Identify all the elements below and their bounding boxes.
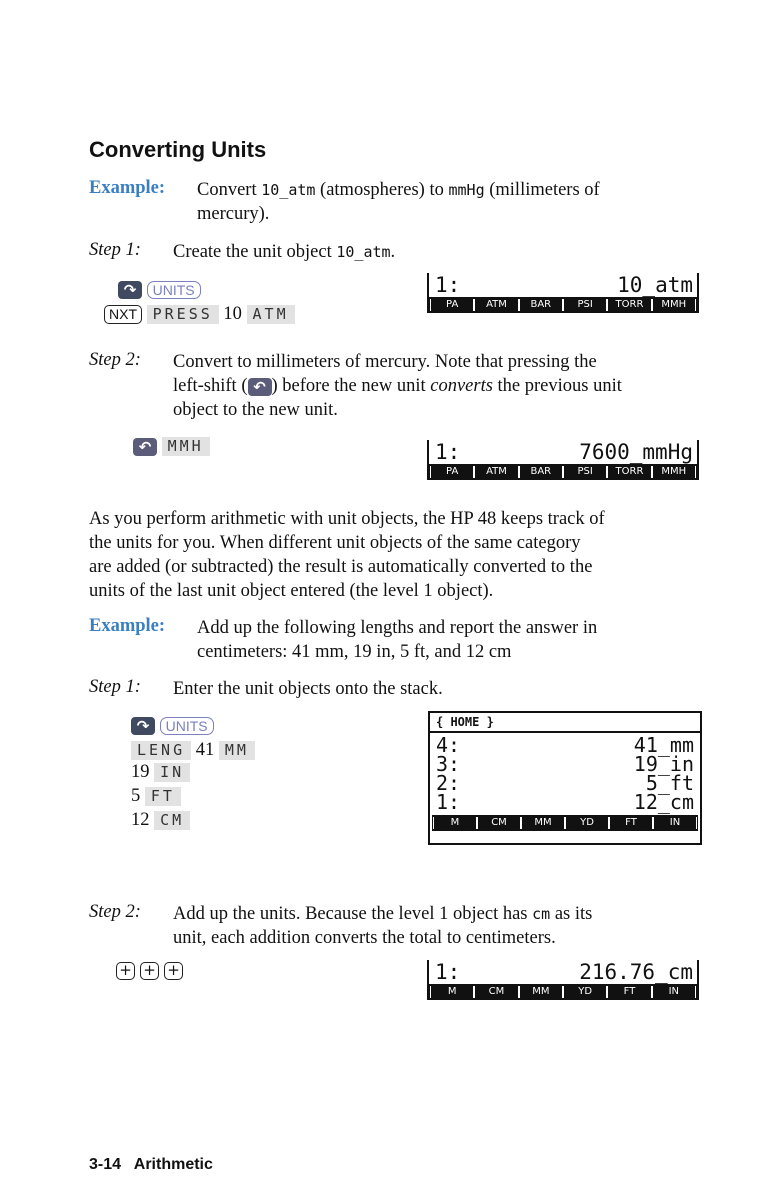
stack-value: 19_in [633,752,694,776]
softkey: MM [521,817,565,829]
softkey: TORR [607,466,651,478]
keystroke-line [116,958,188,982]
softkey: BAR [519,466,563,478]
softkey: PA [430,299,474,311]
example-text: Add up the following lengths and report the answer in centimeters: 41 mm, 19 in, 5 ft, and 12 cm [197,618,598,662]
softkey: PSI [563,466,607,478]
stack-level: 1: [435,440,461,464]
menu-key-press: PRESS [147,305,219,324]
digit-entry: 5 [131,786,141,806]
softkey: PSI [563,299,607,311]
step-text: Add up the units. Because the level 1 object has cm as its unit, each addition converts the total to centimeters. [173,904,593,948]
stack-value: 7600_mmHg [579,440,693,464]
step-text: Enter the unit objects onto the stack. [173,679,443,699]
softkey: M [433,817,477,829]
softkey: ATM [474,466,518,478]
section-heading: Converting Units [89,137,267,162]
plus-key: + [116,962,135,980]
softkey-menu [429,464,697,480]
menu-key-in: IN [154,763,190,782]
example-text: Convert 10_atm (atmospheres) to mmHg (millimeters of mercury). [197,180,600,224]
digit-entry: 10 [223,304,242,324]
stack-level: 3: [436,752,461,776]
body-paragraph: As you perform arithmetic with unit objects, the HP 48 keeps track of the units for you. When different unit objects of the same category are added (or subtracted) the result is automatically converted to the units of the last unit object entered (the level 1 object). [89,509,605,601]
softkey: IN [653,817,697,829]
keystroke-line [131,808,190,832]
softkey: IN [652,986,696,998]
menu-key-mm: MM [219,741,255,760]
step-label: Step 2: [89,902,141,922]
keystroke-line [131,713,214,737]
softkey: CM [477,817,521,829]
softkey: ATM [474,299,518,311]
softkey: YD [565,817,609,829]
calculator-stack-screen [428,711,702,845]
units-key: UNITS [160,717,214,735]
menu-key-mmh: MMH [162,437,210,456]
keystroke-line [104,302,295,326]
softkey: FT [607,986,651,998]
stack-level: 1: [435,960,461,984]
softkey: CM [474,986,518,998]
stack-value: 216.76_cm [579,960,693,984]
softkey-menu [432,815,698,831]
softkey-menu [429,297,697,313]
keystroke-line [131,760,190,784]
keystroke-line [133,434,210,458]
step-text: Create the unit object 10_atm. [173,242,396,262]
digit-entry: 19 [131,762,150,782]
step-label: Step 1: [89,677,141,697]
calculator-screen [427,440,699,480]
stack-level: 4: [436,733,461,757]
stack-value: 12_cm [633,790,694,814]
digit-entry: 12 [131,810,150,830]
right-shift-key-icon: ↷ [118,281,142,299]
right-shift-key-icon: ↷ [131,717,155,735]
left-shift-key-icon: ↶ [248,378,272,396]
softkey: FT [609,817,653,829]
softkey: MMH [652,466,696,478]
keystroke-line [131,784,181,808]
screen-header: { HOME } [430,713,700,733]
digit-entry: 41 [195,740,215,760]
softkey: PA [430,466,474,478]
page-footer: 3-14 Arithmetic [89,1156,213,1173]
menu-key-ft: FT [145,787,181,806]
softkey: TORR [607,299,651,311]
stack-value: 10_atm [617,273,693,297]
softkey: YD [563,986,607,998]
nxt-key: NXT [104,305,142,324]
softkey: BAR [519,299,563,311]
stack-value: 41_mm [633,733,694,757]
stack-level: 2: [436,771,461,795]
step-text: Convert to millimeters of mercury. Note that pressing the left-shift ( ↶ ) before the new unit converts the previous unit object to the new unit. [173,352,622,420]
stack-level: 1: [435,273,461,297]
plus-key: + [140,962,159,980]
stack-level: 1: [436,790,461,814]
units-key: UNITS [147,281,201,299]
softkey-menu [429,984,697,1000]
stack-value: 5_ft [645,771,694,795]
menu-key-atm: ATM [247,305,295,324]
left-shift-key-icon: ↶ [133,438,157,456]
menu-key-leng: LENG [131,741,191,760]
calculator-screen [427,960,699,1000]
softkey: M [430,986,474,998]
calculator-screen [427,273,699,313]
step-label: Step 1: [89,240,141,260]
softkey: MM [519,986,563,998]
softkey: MMH [652,299,696,311]
step-label: Step 2: [89,350,141,370]
example-label: Example: [89,178,166,198]
keystroke-line [118,277,201,301]
plus-key: + [164,962,183,980]
menu-key-cm: CM [154,811,190,830]
keystroke-line [131,738,255,762]
example-label: Example: [89,616,166,636]
